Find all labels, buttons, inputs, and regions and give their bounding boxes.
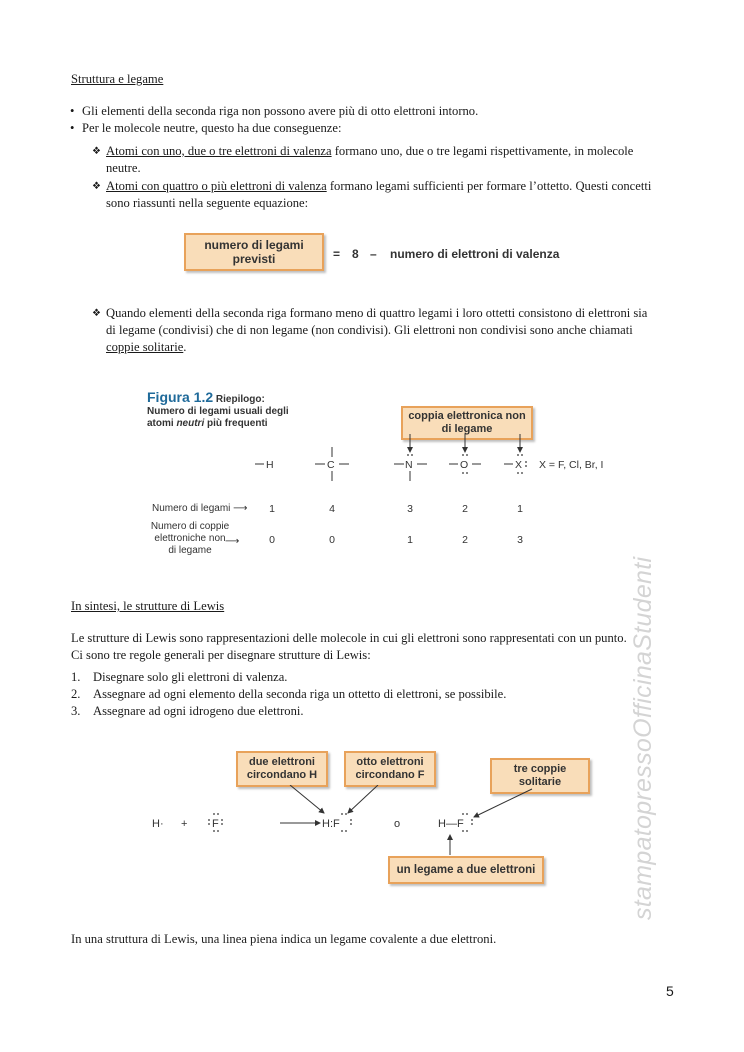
box-two-electrons-h: due elettroni circondano H: [236, 751, 328, 787]
pointer-arrow-h: [290, 785, 324, 813]
pointer-arrow-f: [348, 785, 378, 813]
equation-equals: =: [333, 247, 341, 261]
lone-pairs-term: coppie solitarie: [106, 340, 184, 354]
atom-h: H: [266, 459, 274, 471]
sub-item-3-end: .: [183, 340, 187, 354]
pairs-x: 3: [517, 534, 523, 546]
lewis-paragraph: Le strutture di Lewis sono rappresentazioni delle molecole in cui gli elettroni sono rappresentati con un punto. Ci sono tre regole generali per disegnare strutture di Lewis:: [71, 631, 627, 662]
atom-x: X: [515, 459, 523, 471]
row-pairs-label: Numero di coppie elettroniche non di legame: [150, 521, 230, 556]
figure-caption-line3c: più frequenti: [204, 418, 268, 429]
equation-box: numero di legami previsti: [184, 233, 324, 271]
electron-dots: [208, 813, 473, 832]
page-number: 5: [666, 983, 674, 999]
reactant-f: F: [212, 818, 219, 830]
figure-caption-line2: Numero di legami usuali degli: [147, 406, 289, 417]
rule-number: 1.: [71, 670, 81, 684]
section-heading-lewis: In sintesi, le strutture di Lewis: [71, 599, 225, 613]
sub-item-3: [93, 305, 653, 356]
sub-item-1-underlined: Atomi con uno, due o tre elettroni di valenza: [106, 144, 332, 158]
figure-title: Figura 1.2: [147, 389, 214, 405]
hf-reaction: [140, 785, 610, 860]
reactant-h: H·: [152, 818, 164, 830]
sub-item-1: [93, 143, 653, 177]
sub-item-3-text: Quando elementi della seconda riga formano meno di quattro legami i loro ottetti consistono di elettroni sia di legame (condivisi) che di non legame (non condivisi). Gli elettroni non condivisi sono anche chiamati: [106, 306, 648, 337]
bonds-x: 1: [517, 503, 523, 515]
row-bonds-label-text: Numero di legami: [152, 503, 231, 514]
bonds-o: 2: [462, 503, 468, 515]
x-note: X = F, Cl, Br, I: [539, 459, 604, 471]
lewis-rules: [71, 669, 671, 720]
rule-item: [71, 669, 671, 686]
product-hf-dots: H:F: [322, 818, 340, 830]
or-word: o: [394, 818, 401, 830]
pairs-n: 1: [407, 534, 413, 546]
rule-text: Assegnare ad ogni elemento della seconda riga un ottetto di elettroni, se possibile.: [93, 687, 507, 701]
sub-item-2-text: formano legami sufficienti per formare l’ottetto. Questi concetti sono riassunti nella seguente equazione:: [106, 179, 652, 210]
equation-eight: 8: [352, 247, 359, 261]
row-bonds-label: [152, 500, 248, 517]
bonds-h: 1: [269, 503, 275, 515]
plus-sign: +: [181, 818, 188, 830]
pairs-h: 0: [269, 534, 275, 546]
lone-pair-callout: coppia elettronica non di legame: [401, 406, 533, 440]
figure-1-2: [147, 391, 289, 430]
row-arrow-icon: ⟶: [233, 503, 248, 514]
bullet-item: • Gli elementi della seconda riga non possono avere più di otto elettroni intorno.: [70, 103, 670, 120]
equation-minus: –: [370, 247, 377, 261]
rule-text: Assegnare ad ogni idrogeno due elettroni.: [93, 704, 304, 718]
product-hf-line: H—F: [438, 818, 464, 830]
pairs-c: 0: [329, 534, 335, 546]
section-heading-structure: Struttura e legame: [71, 72, 164, 86]
sub-item-2: [93, 178, 653, 212]
rule-item: [71, 686, 671, 703]
bonds-c: 4: [329, 503, 335, 515]
sub-bullets-3: [93, 305, 653, 357]
sub-item-1-text: formano uno, due o tre legami rispettivamente, in molecole neutre.: [106, 144, 634, 175]
rule-item: [71, 703, 671, 720]
rule-text: Disegnare solo gli elettroni di valenza.: [93, 670, 288, 684]
sub-item-2-underlined: Atomi con quattro o più elettroni di valenza: [106, 179, 327, 193]
figure-caption-line3b: neutri: [176, 418, 205, 429]
box-two-electron-bond: un legame a due elettroni: [388, 856, 544, 884]
bonds-n: 3: [407, 503, 413, 515]
rule-number: 3.: [71, 704, 81, 718]
figure-caption-line1: Riepilogo:: [215, 394, 265, 405]
bullet-item: • Per le molecole neutre, questo ha due conseguenze:: [70, 120, 670, 137]
atom-c: C: [327, 459, 335, 471]
box-three-lone-pairs: tre coppie solitarie: [490, 758, 590, 794]
rule-number: 2.: [71, 687, 81, 701]
row-arrow-icon: ⟶: [225, 536, 240, 547]
atom-o: O: [460, 459, 469, 471]
equation-rhs: numero di elettroni di valenza: [390, 247, 560, 261]
figure-caption-line3a: atomi: [147, 418, 177, 429]
sub-bullets: [93, 143, 653, 213]
watermark: stampatopressoOfficinaStudenti: [629, 556, 657, 920]
box-eight-electrons-f: otto elettroni circondano F: [344, 751, 436, 787]
intro-bullets: [70, 103, 670, 137]
atom-n: N: [405, 459, 413, 471]
pairs-o: 2: [462, 534, 468, 546]
pointer-arrow-pairs: [474, 789, 532, 817]
figure-caption: [147, 391, 289, 430]
closing-sentence: In una struttura di Lewis, una linea piena indica un legame covalente a due elettroni.: [71, 932, 497, 946]
